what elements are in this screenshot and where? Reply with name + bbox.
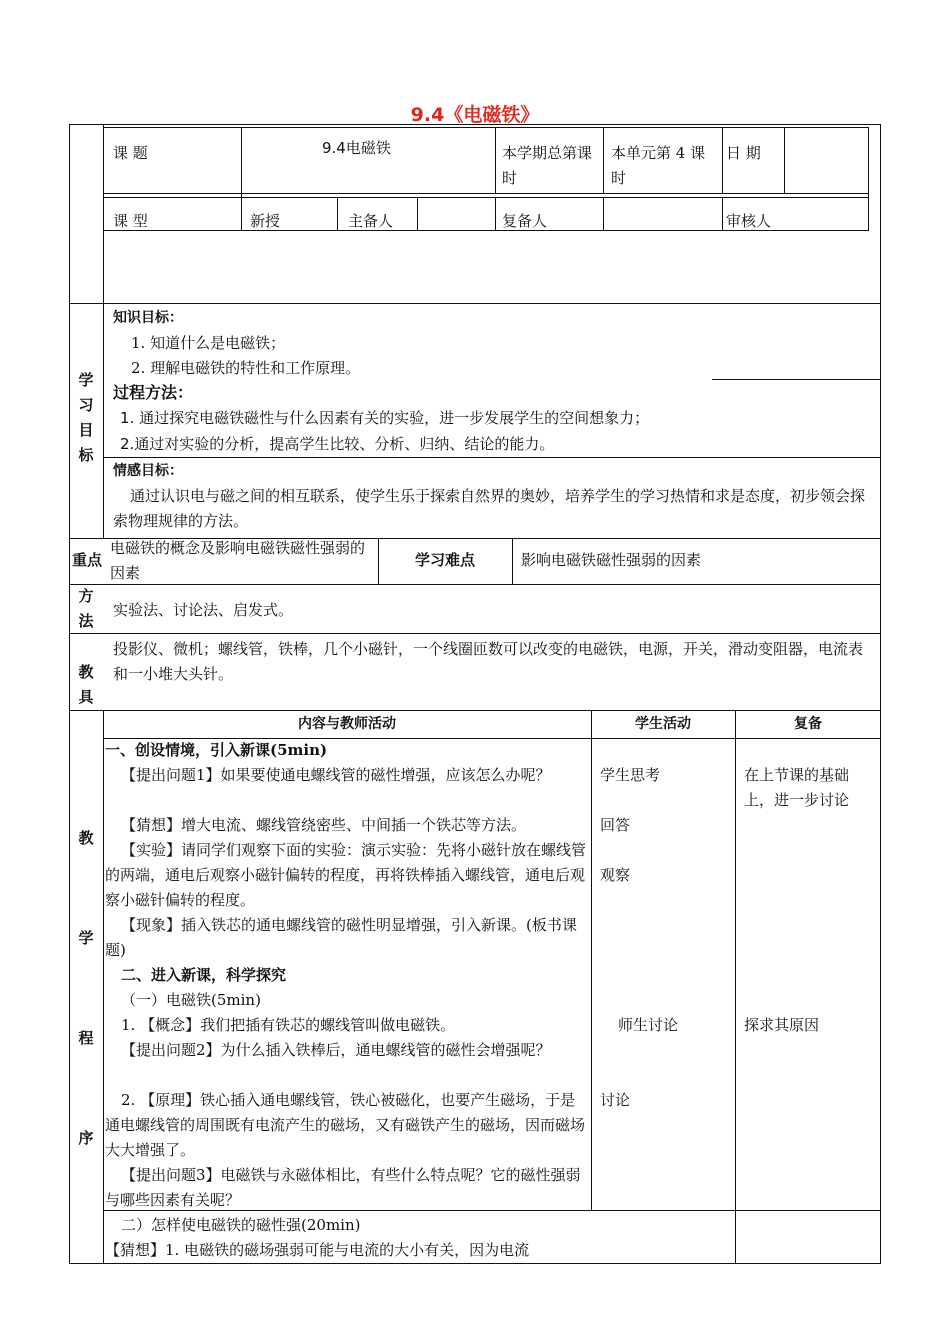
section-heading: 一、创设情境，引入新课(5min) [105,741,328,759]
subsection-heading: （一）电磁铁(5min) [121,991,261,1009]
review-note: 在上节课的基础上，进一步讨论 [744,766,850,809]
emotion-text: 通过认识电与磁之间的相互联系，使学生乐于探索自然界的奥妙，培养学生的学习热情和求是态度，初步领会探索物理规律的方法。 [113,487,866,530]
procedure-paragraph: 【提出问题1】如果要使通电螺线管的磁性增强，应该怎么办呢？ [121,766,551,784]
subsection-heading: 二）怎样使电磁铁的磁性强(20min) [121,1216,361,1234]
unit-lesson-label: 本单元第 4 课时 [611,144,706,187]
date-label: 日 期 [726,144,761,162]
student-activity: 观察 [600,866,631,884]
student-activity: 师生讨论 [618,1016,679,1034]
method-label: 方法 [78,587,94,630]
difficulty-label: 学习难点 [414,551,475,569]
method-value: 实验法、讨论法、启发式。 [113,601,294,619]
procedure-paragraph: 【猜想】1. 电磁铁的磁场强弱可能与电流的大小有关，因为电流 [105,1241,530,1259]
procedure-paragraph: 【实验】请同学们观察下面的实验：演示实验：先将小磁针放在螺线管的两端，通电后观察小磁针偏转的程度，再将铁棒插入螺线管，通电后观察小磁针偏转的程度。 [105,841,587,909]
section-heading: 二、进入新课，科学探究 [121,966,287,984]
main-preparer-label: 主备人 [348,212,394,230]
procedure-paragraph: 【现象】插入铁芯的通电螺线管的磁性明显增强，引入新课。(板书课题) [105,916,577,959]
col-review-header: 复备 [794,716,822,732]
type-value: 新授 [250,212,281,230]
topic-label: 课 题 [113,144,148,162]
difficulty-value: 影响电磁铁磁性强弱的因素 [521,551,702,569]
key-points-value: 电磁铁的概念及影响电磁铁磁性强弱的因素 [110,539,366,582]
procedure-paragraph: 【猜想】增大电流、螺线管绕密些、中间插一个铁芯等方法。 [121,816,527,834]
topic-value: 9.4电磁铁 [322,139,391,157]
procedure-label: 教学程序 [78,829,94,1147]
tools-label: 教具 [78,663,94,706]
tools-value: 投影仪、微机；螺线管，铁棒，几个小磁针，一个线圈匝数可以改变的电磁铁，电源，开关，滑动变阻器，电流表和一小堆大头针。 [113,640,864,683]
document-title: 9.4《电磁铁》 [410,104,540,126]
procedure-paragraph: 2. 【原理】铁心插入通电螺线管，铁心被磁化，也要产生磁场，于是通电螺线管的周围既有电流产生的磁场，又有磁铁产生的磁场，因而磁场大大增强了。 [105,1091,586,1159]
semester-total-label: 本学期总第课时 [502,144,593,187]
procedure-paragraph: 1. 【概念】我们把插有铁芯的螺线管叫做电磁铁。 [121,1016,456,1034]
col-content-header: 内容与教师活动 [298,716,396,732]
key-points-label: 重点 [71,551,102,569]
student-activity: 学生思考 [600,766,661,784]
knowledge-item: 2. 理解电磁铁的特性和工作原理。 [131,359,361,377]
procedure-paragraph: 【提出问题2】为什么插入铁棒后，通电螺线管的磁性会增强呢？ [121,1041,551,1059]
student-activity: 讨论 [600,1091,631,1109]
reviewer-label: 审核人 [726,212,772,230]
knowledge-item: 1. 知道什么是电磁铁； [131,334,286,352]
emotion-title: 情感目标： [113,463,183,479]
co-preparer-label: 复备人 [502,212,548,230]
type-label: 课 型 [113,212,148,230]
student-activity: 回答 [600,816,631,834]
process-item: 2.通过对实验的分析，提高学生比较、分析、归纳、结论的能力。 [120,435,555,453]
knowledge-title: 知识目标： [113,310,183,326]
process-item: 1. 通过探究电磁铁磁性与什么因素有关的实验，进一步发展学生的空间想象力； [120,409,650,427]
objectives-label: 学习目标 [78,371,94,464]
col-student-header: 学生活动 [635,716,691,732]
process-title: 过程方法： [113,383,194,402]
procedure-paragraph: 【提出问题3】电磁铁与永磁体相比，有些什么特点呢？它的磁性强弱与哪些因素有关呢？ [105,1166,581,1209]
review-note: 探求其原因 [744,1016,820,1034]
